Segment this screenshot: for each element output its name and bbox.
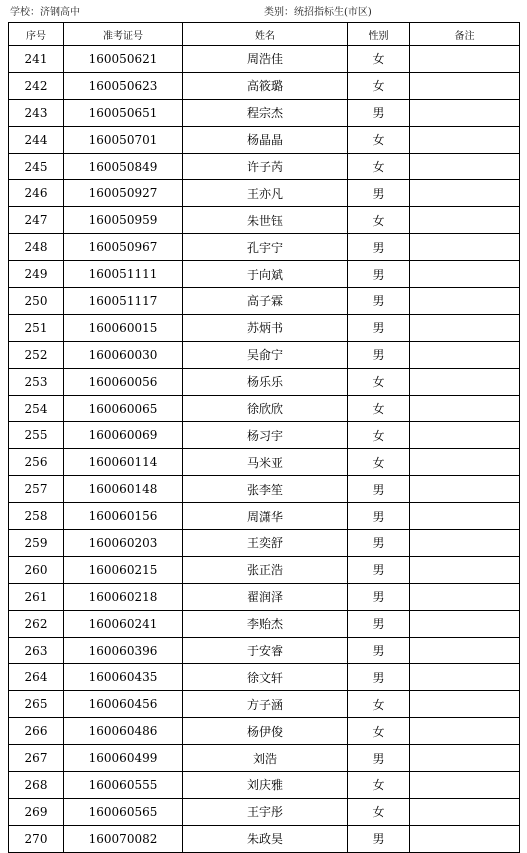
cell-note bbox=[410, 637, 520, 664]
cell-gender: 女 bbox=[348, 126, 410, 153]
table-row bbox=[9, 745, 520, 772]
column-header-note: 备注 bbox=[410, 23, 520, 46]
table-row bbox=[9, 772, 520, 799]
cell-note bbox=[410, 153, 520, 180]
cell-gender: 女 bbox=[348, 368, 410, 395]
cell-seq: 249 bbox=[9, 261, 64, 288]
cell-gender: 女 bbox=[348, 207, 410, 234]
cell-note bbox=[410, 718, 520, 745]
cell-name: 杨习宇 bbox=[183, 422, 348, 449]
cell-name: 杨晶晶 bbox=[183, 126, 348, 153]
cell-name: 于向斌 bbox=[183, 261, 348, 288]
cell-exam-number: 160060015 bbox=[64, 314, 183, 341]
cell-exam-number: 160050621 bbox=[64, 46, 183, 73]
cell-note bbox=[410, 745, 520, 772]
cell-name: 马米亚 bbox=[183, 449, 348, 476]
cell-exam-number: 160060396 bbox=[64, 637, 183, 664]
column-header-gender: 性别 bbox=[348, 23, 410, 46]
cell-exam-number: 160050623 bbox=[64, 72, 183, 99]
cell-gender: 男 bbox=[348, 476, 410, 503]
cell-name: 朱世钰 bbox=[183, 207, 348, 234]
cell-name: 孔宇宁 bbox=[183, 234, 348, 261]
cell-exam-number: 160060555 bbox=[64, 772, 183, 799]
table-row bbox=[9, 46, 520, 73]
cell-name: 张李笙 bbox=[183, 476, 348, 503]
cell-name: 杨乐乐 bbox=[183, 368, 348, 395]
cell-note bbox=[410, 207, 520, 234]
cell-exam-number: 160060218 bbox=[64, 583, 183, 610]
cell-gender: 女 bbox=[348, 798, 410, 825]
table-row bbox=[9, 314, 520, 341]
cell-name: 周浩佳 bbox=[183, 46, 348, 73]
cell-name: 许子芮 bbox=[183, 153, 348, 180]
cell-name: 程宗杰 bbox=[183, 99, 348, 126]
cell-seq: 262 bbox=[9, 610, 64, 637]
cell-name: 苏炳书 bbox=[183, 314, 348, 341]
cell-exam-number: 160060056 bbox=[64, 368, 183, 395]
cell-name: 刘浩 bbox=[183, 745, 348, 772]
cell-note bbox=[410, 314, 520, 341]
cell-seq: 259 bbox=[9, 530, 64, 557]
cell-seq: 257 bbox=[9, 476, 64, 503]
cell-exam-number: 160060148 bbox=[64, 476, 183, 503]
table-row bbox=[9, 503, 520, 530]
cell-name: 高筱璐 bbox=[183, 72, 348, 99]
cell-exam-number: 160060215 bbox=[64, 556, 183, 583]
table-row bbox=[9, 207, 520, 234]
cell-exam-number: 160060241 bbox=[64, 610, 183, 637]
table-row bbox=[9, 637, 520, 664]
cell-name: 高子霖 bbox=[183, 288, 348, 315]
cell-exam-number: 160051117 bbox=[64, 288, 183, 315]
cell-exam-number: 160060435 bbox=[64, 664, 183, 691]
cell-exam-number: 160050959 bbox=[64, 207, 183, 234]
table-header-row bbox=[9, 23, 520, 46]
cell-note bbox=[410, 530, 520, 557]
cell-seq: 253 bbox=[9, 368, 64, 395]
cell-gender: 男 bbox=[348, 583, 410, 610]
cell-seq: 241 bbox=[9, 46, 64, 73]
document-header bbox=[8, 6, 519, 20]
cell-gender: 男 bbox=[348, 825, 410, 852]
table-row bbox=[9, 261, 520, 288]
cell-gender: 女 bbox=[348, 718, 410, 745]
table-row bbox=[9, 664, 520, 691]
cell-note bbox=[410, 368, 520, 395]
cell-note bbox=[410, 691, 520, 718]
table-row bbox=[9, 395, 520, 422]
cell-gender: 女 bbox=[348, 449, 410, 476]
cell-note bbox=[410, 503, 520, 530]
cell-gender: 男 bbox=[348, 288, 410, 315]
cell-exam-number: 160050651 bbox=[64, 99, 183, 126]
cell-name: 翟润泽 bbox=[183, 583, 348, 610]
cell-seq: 252 bbox=[9, 341, 64, 368]
cell-gender: 男 bbox=[348, 637, 410, 664]
table-row bbox=[9, 422, 520, 449]
cell-seq: 263 bbox=[9, 637, 64, 664]
cell-note bbox=[410, 261, 520, 288]
cell-note bbox=[410, 610, 520, 637]
cell-name: 方子涵 bbox=[183, 691, 348, 718]
table-row bbox=[9, 99, 520, 126]
cell-note bbox=[410, 341, 520, 368]
cell-seq: 266 bbox=[9, 718, 64, 745]
cell-gender: 男 bbox=[348, 341, 410, 368]
category-label: 类别：统招指标生(市区) bbox=[264, 7, 372, 18]
cell-gender: 女 bbox=[348, 153, 410, 180]
cell-seq: 267 bbox=[9, 745, 64, 772]
cell-exam-number: 160050849 bbox=[64, 153, 183, 180]
cell-seq: 246 bbox=[9, 180, 64, 207]
cell-name: 徐文轩 bbox=[183, 664, 348, 691]
cell-exam-number: 160060069 bbox=[64, 422, 183, 449]
cell-seq: 256 bbox=[9, 449, 64, 476]
cell-note bbox=[410, 180, 520, 207]
cell-note bbox=[410, 476, 520, 503]
cell-exam-number: 160050701 bbox=[64, 126, 183, 153]
cell-name: 王奕舒 bbox=[183, 530, 348, 557]
table-row bbox=[9, 153, 520, 180]
cell-note bbox=[410, 583, 520, 610]
cell-gender: 男 bbox=[348, 745, 410, 772]
cell-exam-number: 160060565 bbox=[64, 798, 183, 825]
cell-exam-number: 160060114 bbox=[64, 449, 183, 476]
column-header-exam-number: 准考证号 bbox=[64, 23, 183, 46]
cell-note bbox=[410, 556, 520, 583]
cell-seq: 247 bbox=[9, 207, 64, 234]
cell-gender: 女 bbox=[348, 46, 410, 73]
cell-name: 周潇华 bbox=[183, 503, 348, 530]
table-row bbox=[9, 72, 520, 99]
cell-exam-number: 160060156 bbox=[64, 503, 183, 530]
cell-gender: 女 bbox=[348, 691, 410, 718]
cell-seq: 265 bbox=[9, 691, 64, 718]
table-row bbox=[9, 798, 520, 825]
cell-exam-number: 160051111 bbox=[64, 261, 183, 288]
cell-name: 刘庆雅 bbox=[183, 772, 348, 799]
cell-gender: 女 bbox=[348, 422, 410, 449]
cell-note bbox=[410, 772, 520, 799]
table-row bbox=[9, 341, 520, 368]
table-row bbox=[9, 476, 520, 503]
table-row bbox=[9, 556, 520, 583]
cell-gender: 男 bbox=[348, 180, 410, 207]
column-header-seq: 序号 bbox=[9, 23, 64, 46]
cell-seq: 245 bbox=[9, 153, 64, 180]
cell-exam-number: 160060065 bbox=[64, 395, 183, 422]
cell-gender: 男 bbox=[348, 234, 410, 261]
cell-seq: 244 bbox=[9, 126, 64, 153]
table-row bbox=[9, 126, 520, 153]
cell-seq: 269 bbox=[9, 798, 64, 825]
school-label: 学校：济钢高中 bbox=[10, 7, 80, 18]
table-row bbox=[9, 288, 520, 315]
column-header-name: 姓名 bbox=[183, 23, 348, 46]
cell-note bbox=[410, 72, 520, 99]
cell-exam-number: 160050967 bbox=[64, 234, 183, 261]
table-row bbox=[9, 825, 520, 852]
cell-name: 张正浩 bbox=[183, 556, 348, 583]
table-row bbox=[9, 368, 520, 395]
cell-name: 王宇彤 bbox=[183, 798, 348, 825]
cell-seq: 250 bbox=[9, 288, 64, 315]
cell-gender: 男 bbox=[348, 314, 410, 341]
cell-note bbox=[410, 664, 520, 691]
table-body bbox=[9, 46, 520, 853]
cell-exam-number: 160050927 bbox=[64, 180, 183, 207]
table-row bbox=[9, 691, 520, 718]
cell-gender: 女 bbox=[348, 772, 410, 799]
cell-gender: 男 bbox=[348, 556, 410, 583]
cell-seq: 243 bbox=[9, 99, 64, 126]
cell-exam-number: 160060456 bbox=[64, 691, 183, 718]
cell-exam-number: 160060486 bbox=[64, 718, 183, 745]
cell-note bbox=[410, 234, 520, 261]
cell-name: 杨伊俊 bbox=[183, 718, 348, 745]
cell-gender: 男 bbox=[348, 530, 410, 557]
cell-gender: 女 bbox=[348, 72, 410, 99]
table-row bbox=[9, 449, 520, 476]
cell-seq: 251 bbox=[9, 314, 64, 341]
cell-note bbox=[410, 449, 520, 476]
table-row bbox=[9, 610, 520, 637]
cell-gender: 男 bbox=[348, 503, 410, 530]
cell-gender: 男 bbox=[348, 610, 410, 637]
cell-note bbox=[410, 825, 520, 852]
cell-seq: 248 bbox=[9, 234, 64, 261]
cell-name: 徐欣欣 bbox=[183, 395, 348, 422]
cell-seq: 254 bbox=[9, 395, 64, 422]
student-roster-table bbox=[8, 22, 520, 853]
cell-seq: 255 bbox=[9, 422, 64, 449]
cell-note bbox=[410, 46, 520, 73]
cell-gender: 男 bbox=[348, 99, 410, 126]
cell-seq: 260 bbox=[9, 556, 64, 583]
cell-exam-number: 160070082 bbox=[64, 825, 183, 852]
cell-note bbox=[410, 126, 520, 153]
cell-seq: 270 bbox=[9, 825, 64, 852]
table-row bbox=[9, 583, 520, 610]
cell-seq: 242 bbox=[9, 72, 64, 99]
cell-name: 朱政昊 bbox=[183, 825, 348, 852]
cell-name: 吴俞宁 bbox=[183, 341, 348, 368]
table-row bbox=[9, 530, 520, 557]
cell-seq: 258 bbox=[9, 503, 64, 530]
cell-exam-number: 160060030 bbox=[64, 341, 183, 368]
cell-exam-number: 160060203 bbox=[64, 530, 183, 557]
cell-exam-number: 160060499 bbox=[64, 745, 183, 772]
table-row bbox=[9, 234, 520, 261]
cell-seq: 268 bbox=[9, 772, 64, 799]
cell-note bbox=[410, 395, 520, 422]
cell-seq: 261 bbox=[9, 583, 64, 610]
cell-name: 李贻杰 bbox=[183, 610, 348, 637]
cell-note bbox=[410, 422, 520, 449]
cell-note bbox=[410, 288, 520, 315]
cell-name: 于安睿 bbox=[183, 637, 348, 664]
table-row bbox=[9, 180, 520, 207]
cell-seq: 264 bbox=[9, 664, 64, 691]
cell-gender: 女 bbox=[348, 395, 410, 422]
cell-name: 王亦凡 bbox=[183, 180, 348, 207]
table-row bbox=[9, 718, 520, 745]
cell-note bbox=[410, 99, 520, 126]
cell-gender: 男 bbox=[348, 261, 410, 288]
cell-note bbox=[410, 798, 520, 825]
cell-gender: 男 bbox=[348, 664, 410, 691]
